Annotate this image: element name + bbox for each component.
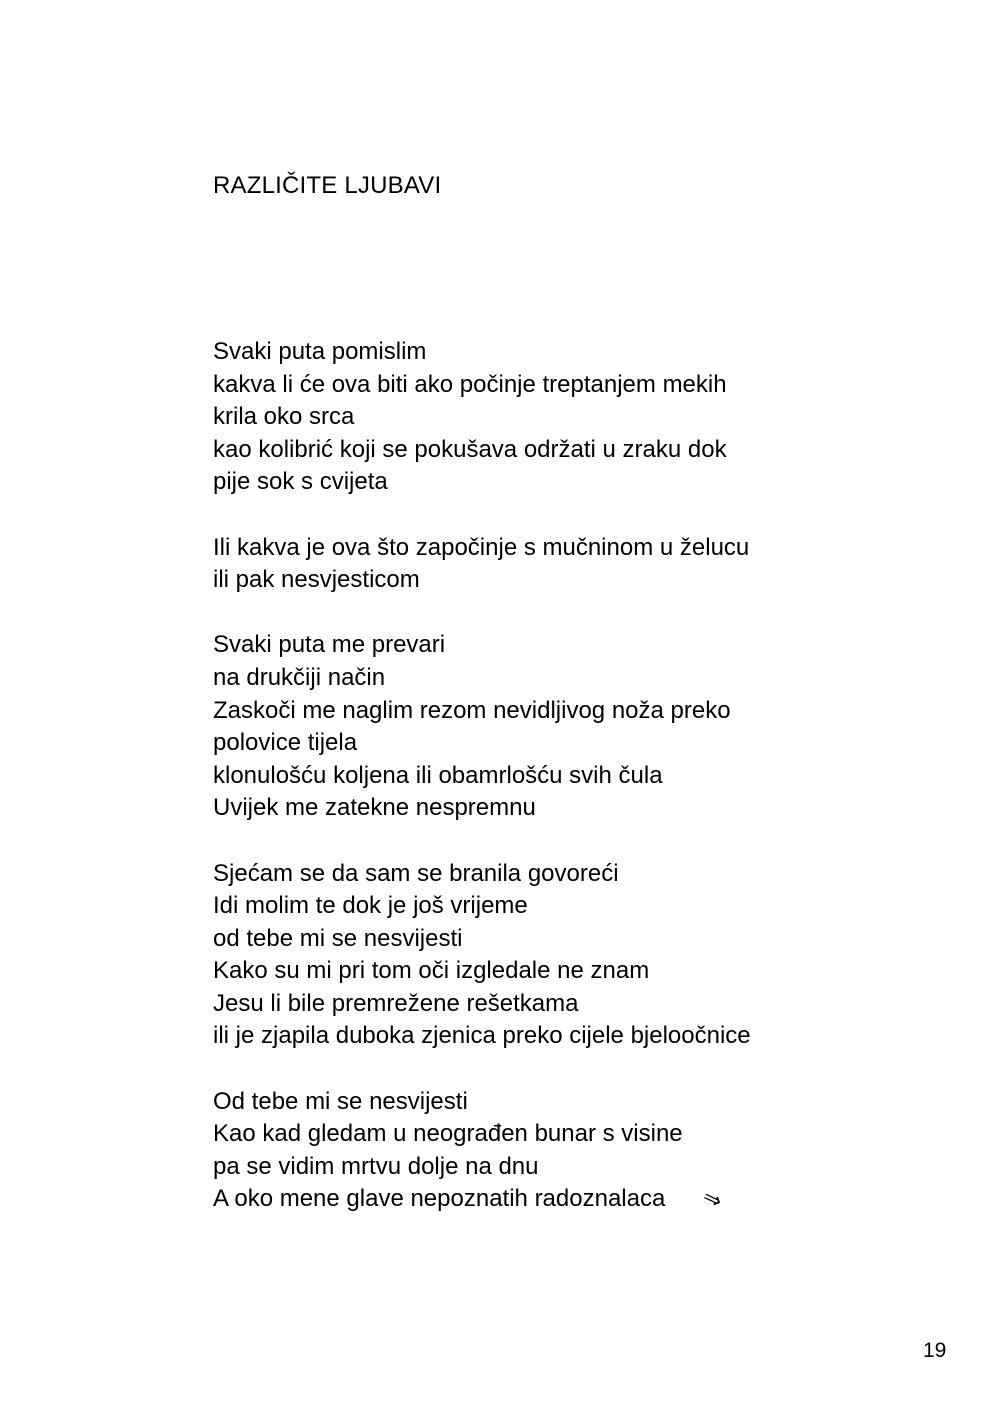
poem-line: Uvijek me zatekne nespremnu (213, 794, 536, 822)
poem-line-last (213, 1183, 913, 1216)
poem-line: Ili kakva je ova što započinje s mučninom u želucu (213, 533, 750, 561)
poem-line: klonulošću koljena ili obamrlošću svih čula (213, 761, 663, 789)
poem-line: Svaki puta pomislim (213, 338, 427, 365)
poem-title: RAZLIČITE LJUBAVI (213, 172, 442, 199)
poem-line: kakva li će ova biti ako počinje treptanjem mekih (213, 370, 727, 398)
poem-line: Idi molim te dok je još vrijeme (213, 892, 528, 920)
poem-line: pa se vidim mrtvu dolje na dnu (213, 1152, 539, 1180)
poem-line: ili pak nesvjesticom (213, 566, 420, 594)
end-of-poem-ornament-icon: ⇘ (699, 1184, 726, 1214)
poem-line: pije sok s cvijeta (213, 468, 388, 496)
poem-line: Od tebe mi se nesvijesti (213, 1087, 468, 1115)
poem-line: ili je zjapila duboka zjenica preko cijele bjeloočnice (213, 1022, 751, 1050)
poem-body (213, 336, 913, 1249)
page-number: 19 (923, 1339, 947, 1362)
stanza-2 (213, 532, 913, 597)
poem-line: krila oko srca (213, 403, 355, 431)
poem-line: Kao kad gledam u neograđen bunar s visine (213, 1120, 683, 1148)
poem-line: kao kolibrić koji se pokušava održati u zraku dok (213, 435, 727, 463)
stanza-3 (213, 629, 913, 825)
poem-line: od tebe mi se nesvijesti (213, 924, 463, 952)
poem-line: Jesu li bile premrežene rešetkama (213, 989, 579, 1017)
poem-line: Kako su mi pri tom oči izgledale ne znam (213, 957, 650, 985)
stanza-1 (213, 336, 913, 499)
poem-line: polovice tijela (213, 729, 358, 757)
stanza-4 (213, 858, 913, 1054)
poem-line-text: A oko mene glave nepoznatih radoznalaca (213, 1185, 666, 1213)
stanza-5 (213, 1086, 913, 1216)
poem-line: Svaki puta me prevari (213, 631, 446, 659)
poem-line: Sjećam se da sam se branila govoreći (213, 859, 619, 887)
poem-line: na drukčiji način (213, 663, 386, 691)
poem-line: Zaskoči me naglim rezom nevidljivog noža preko (213, 696, 731, 724)
